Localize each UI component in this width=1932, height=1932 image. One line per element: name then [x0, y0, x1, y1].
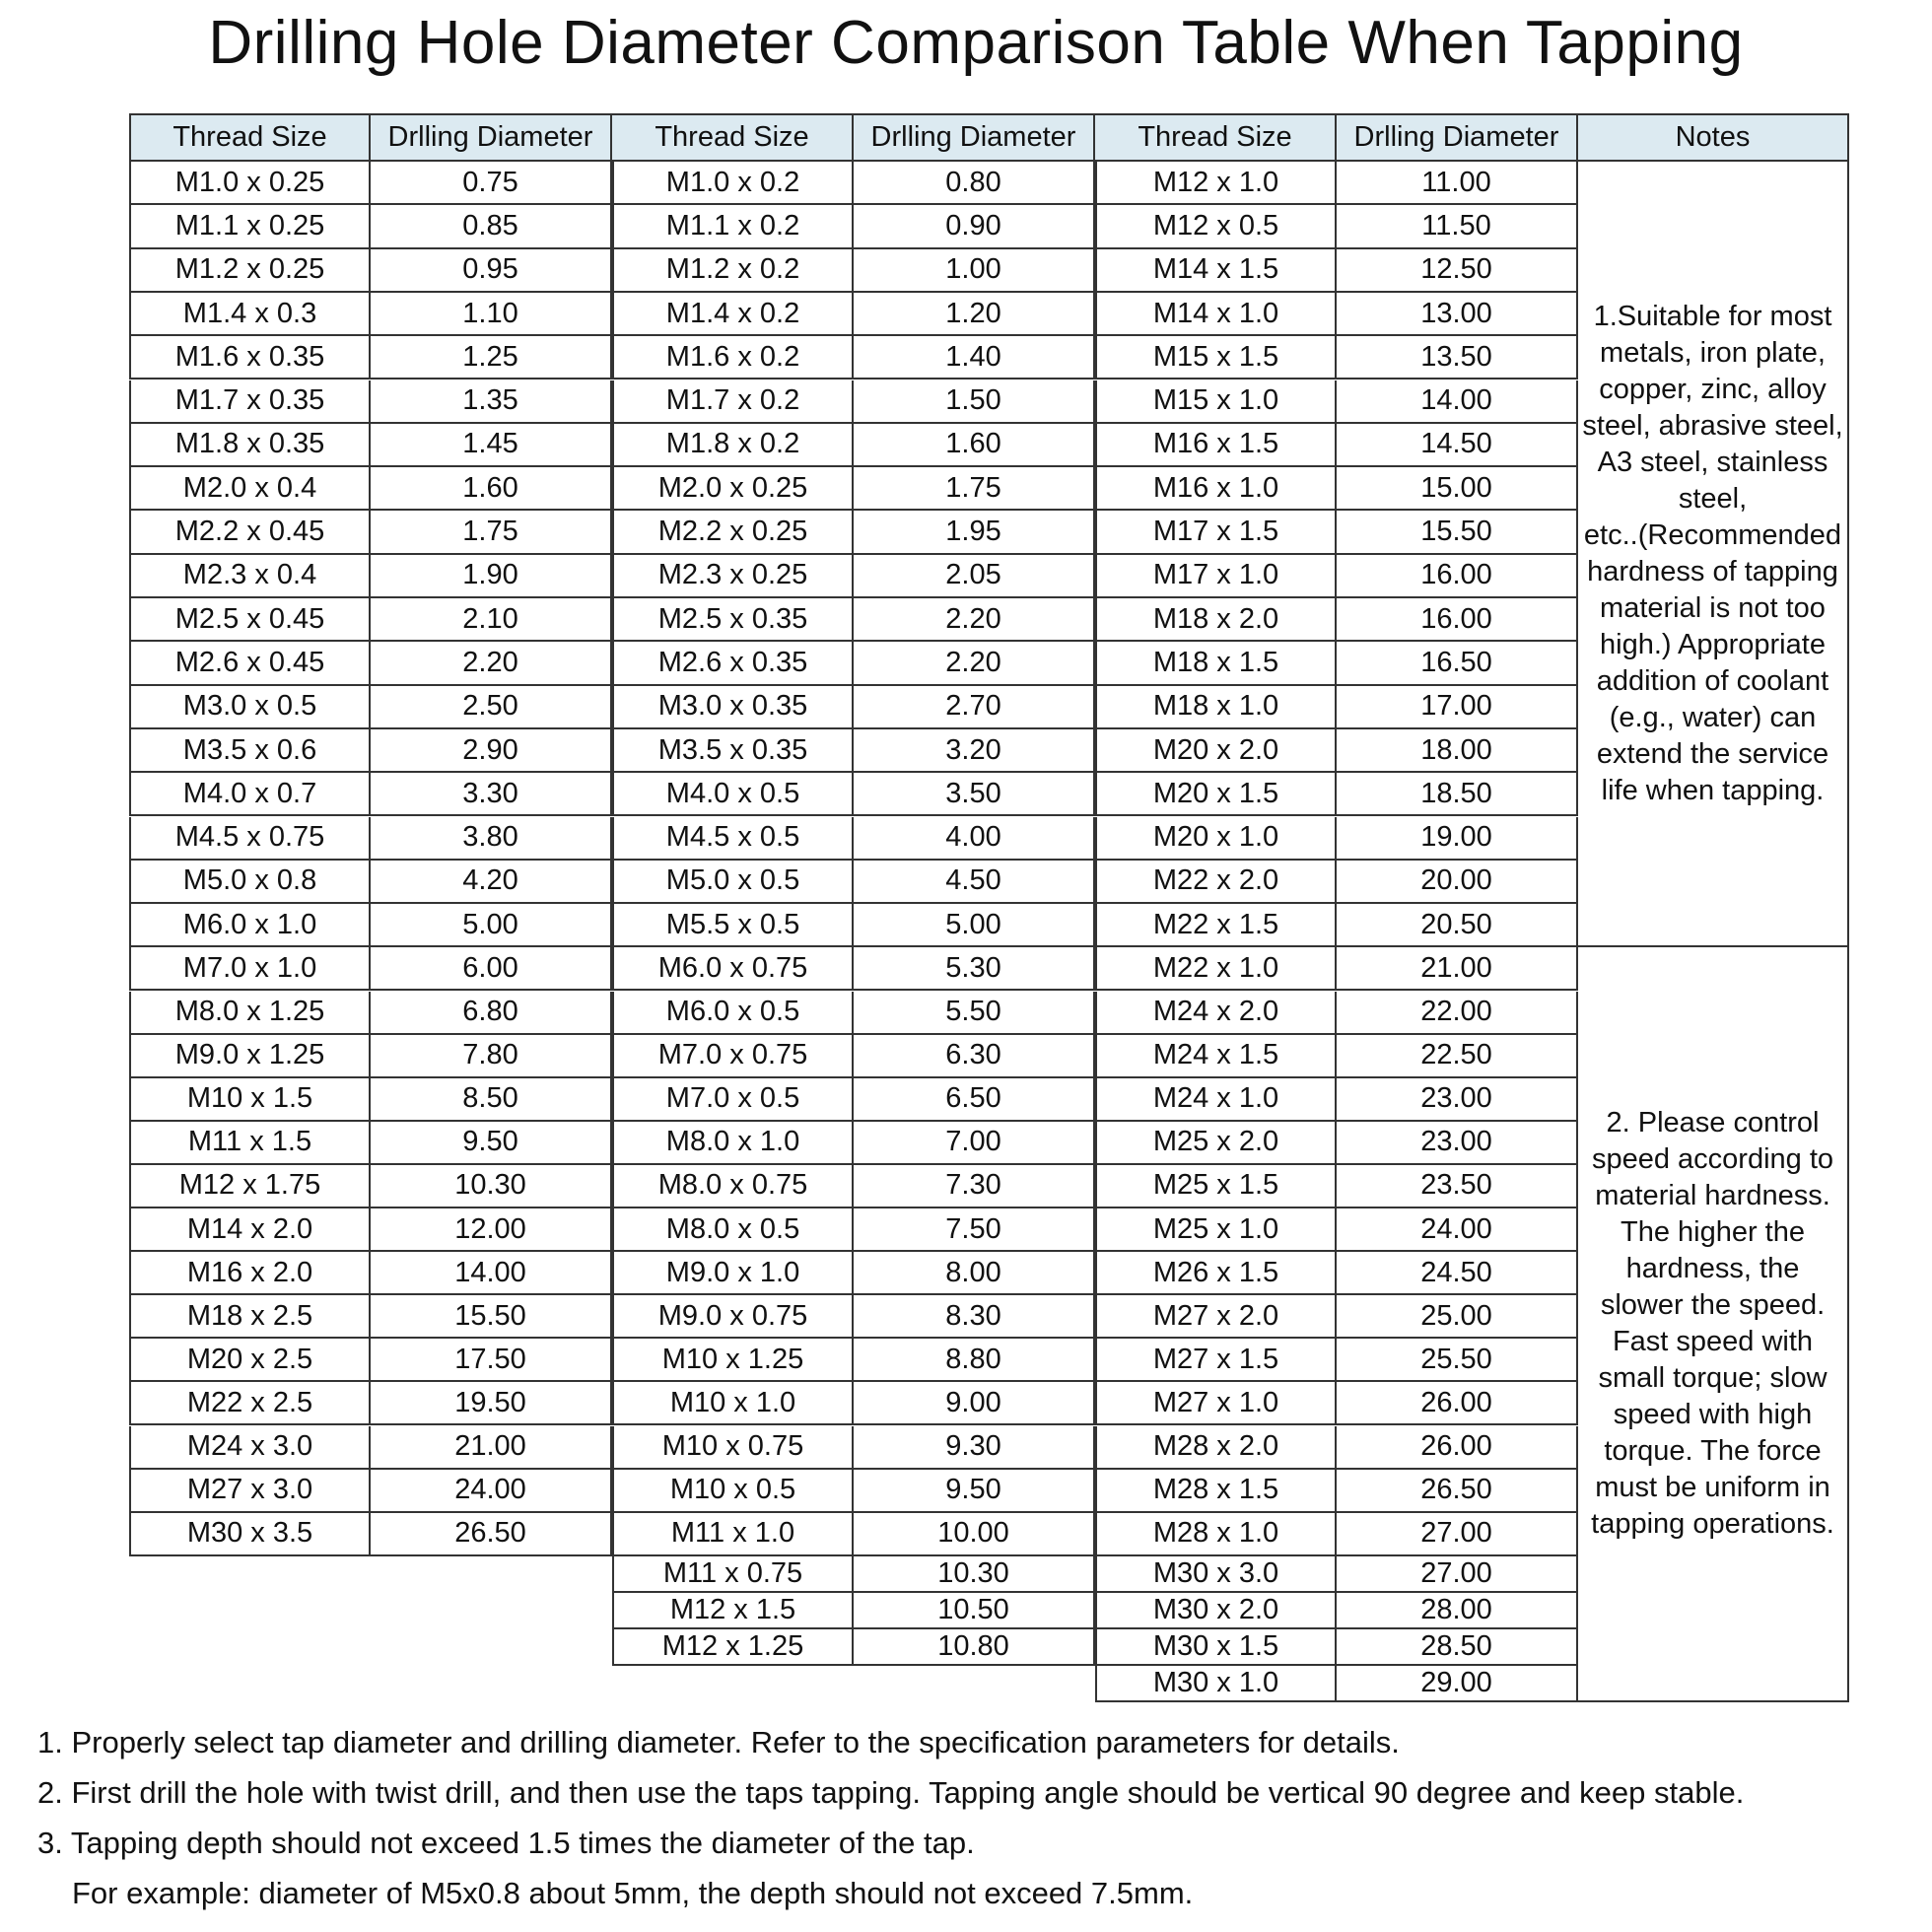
- drilling-diameter-cell: 18.00: [1337, 729, 1578, 773]
- thread-size-cell: M10 x 1.0: [612, 1382, 854, 1425]
- drilling-diameter-cell: 25.50: [1337, 1339, 1578, 1382]
- drilling-diameter-cell: 17.50: [371, 1339, 612, 1382]
- thread-size-cell: M1.7 x 0.35: [129, 380, 371, 424]
- thread-size-cell: M30 x 1.5: [1095, 1629, 1337, 1666]
- thread-size-cell: M1.0 x 0.25: [129, 162, 371, 205]
- header-drilling-diameter: Drlling Diameter: [854, 113, 1095, 162]
- drilling-diameter-cell: 24.50: [1337, 1252, 1578, 1295]
- header-drilling-diameter: Drlling Diameter: [1337, 113, 1578, 162]
- thread-size-cell: M20 x 2.0: [1095, 729, 1337, 773]
- note-line: etc..(Recommended: [1583, 518, 1842, 551]
- note-line: 1.Suitable for most: [1593, 300, 1832, 332]
- thread-size-cell: M18 x 1.5: [1095, 642, 1337, 685]
- drilling-diameter-cell: 10.80: [854, 1629, 1095, 1666]
- drilling-diameter-cell: 10.30: [854, 1556, 1095, 1593]
- drilling-diameter-cell: 21.00: [1337, 947, 1578, 991]
- drilling-diameter-cell: 1.95: [854, 511, 1095, 554]
- note-line: steel,: [1678, 482, 1748, 515]
- drilling-diameter-cell: 17.00: [1337, 686, 1578, 729]
- thread-size-cell: M20 x 1.0: [1095, 817, 1337, 861]
- note-line: small torque; slow: [1598, 1362, 1828, 1395]
- drilling-diameter-cell: 1.35: [371, 380, 612, 424]
- drilling-diameter-cell: 1.75: [371, 511, 612, 554]
- note-line: extend the service: [1596, 737, 1829, 770]
- drilling-diameter-cell: 3.30: [371, 773, 612, 816]
- thread-size-cell: M1.0 x 0.2: [612, 162, 854, 205]
- thread-size-cell: M8.0 x 0.75: [612, 1165, 854, 1208]
- thread-size-cell: M16 x 1.5: [1095, 424, 1337, 467]
- drilling-diameter-cell: 18.50: [1337, 773, 1578, 816]
- thread-size-cell: M2.5 x 0.45: [129, 598, 371, 642]
- thread-size-cell: M25 x 1.0: [1095, 1208, 1337, 1252]
- thread-size-cell: M24 x 3.0: [129, 1426, 371, 1470]
- drilling-diameter-cell: 27.00: [1337, 1513, 1578, 1556]
- footer-line: 3. Tapping depth should not exceed 1.5 times the diameter of the tap.: [37, 1826, 975, 1860]
- drilling-diameter-cell: 26.00: [1337, 1382, 1578, 1425]
- thread-size-cell: M18 x 2.0: [1095, 598, 1337, 642]
- thread-size-cell: M30 x 3.0: [1095, 1556, 1337, 1593]
- footer-line: For example: diameter of M5x0.8 about 5mm, the depth should not exceed 7.5mm.: [72, 1876, 1194, 1910]
- drilling-diameter-cell: 1.75: [854, 467, 1095, 511]
- drilling-diameter-cell: 29.00: [1337, 1666, 1578, 1702]
- thread-size-cell: M1.2 x 0.25: [129, 249, 371, 293]
- header-drilling-diameter: Drlling Diameter: [371, 113, 612, 162]
- drilling-diameter-cell: 16.50: [1337, 642, 1578, 685]
- thread-size-cell: M24 x 1.0: [1095, 1078, 1337, 1122]
- thread-size-cell: M1.1 x 0.2: [612, 205, 854, 248]
- thread-size-cell: M14 x 2.0: [129, 1208, 371, 1252]
- drilling-diameter-cell: 9.30: [854, 1426, 1095, 1470]
- drilling-diameter-cell: 1.25: [371, 336, 612, 380]
- header-thread-size: Thread Size: [1095, 113, 1337, 162]
- drilling-diameter-cell: 22.50: [1337, 1035, 1578, 1078]
- thread-size-cell: M2.6 x 0.45: [129, 642, 371, 685]
- drilling-diameter-cell: 14.00: [1337, 380, 1578, 424]
- note-line: Fast speed with: [1612, 1326, 1814, 1358]
- thread-size-cell: M4.5 x 0.75: [129, 817, 371, 861]
- thread-size-cell: M10 x 1.5: [129, 1078, 371, 1122]
- note-line: addition of coolant: [1596, 664, 1829, 697]
- thread-size-cell: M1.6 x 0.35: [129, 336, 371, 380]
- thread-size-cell: M7.0 x 0.5: [612, 1078, 854, 1122]
- drilling-diameter-cell: 7.00: [854, 1122, 1095, 1165]
- drilling-diameter-cell: 28.00: [1337, 1593, 1578, 1629]
- drilling-diameter-cell: 12.50: [1337, 249, 1578, 293]
- note-1: [1578, 162, 1849, 947]
- drilling-diameter-cell: 20.50: [1337, 904, 1578, 947]
- thread-size-cell: M12 x 1.75: [129, 1165, 371, 1208]
- thread-size-cell: M9.0 x 0.75: [612, 1295, 854, 1339]
- drilling-diameter-cell: 0.95: [371, 249, 612, 293]
- thread-size-cell: M11 x 0.75: [612, 1556, 854, 1593]
- header-thread-size: Thread Size: [129, 113, 371, 162]
- drilling-diameter-cell: 7.30: [854, 1165, 1095, 1208]
- thread-size-cell: M22 x 2.5: [129, 1382, 371, 1425]
- thread-size-cell: M9.0 x 1.25: [129, 1035, 371, 1078]
- thread-size-cell: M6.0 x 1.0: [129, 904, 371, 947]
- thread-size-cell: M12 x 0.5: [1095, 205, 1337, 248]
- drilling-diameter-cell: 12.00: [371, 1208, 612, 1252]
- thread-size-cell: M1.4 x 0.3: [129, 293, 371, 336]
- drilling-diameter-cell: 23.00: [1337, 1078, 1578, 1122]
- note-line: copper, zinc, alloy: [1599, 373, 1827, 405]
- thread-size-cell: M15 x 1.0: [1095, 380, 1337, 424]
- drilling-diameter-cell: 11.00: [1337, 162, 1578, 205]
- drilling-diameter-cell: 26.50: [371, 1513, 612, 1556]
- note-line: A3 steel, stainless: [1597, 446, 1828, 478]
- drilling-diameter-cell: 28.50: [1337, 1629, 1578, 1666]
- footer-line: 1. Properly select tap diameter and drilling diameter. Refer to the specification parameters for details.: [37, 1725, 1400, 1760]
- thread-size-cell: M3.0 x 0.5: [129, 686, 371, 729]
- thread-size-cell: M8.0 x 1.25: [129, 992, 371, 1035]
- drilling-diameter-cell: 6.00: [371, 947, 612, 991]
- thread-size-cell: M6.0 x 0.75: [612, 947, 854, 991]
- thread-size-cell: M28 x 2.0: [1095, 1426, 1337, 1470]
- thread-size-cell: M25 x 1.5: [1095, 1165, 1337, 1208]
- thread-size-cell: M1.8 x 0.35: [129, 424, 371, 467]
- note-line: steel, abrasive steel,: [1582, 409, 1843, 442]
- thread-size-cell: M11 x 1.0: [612, 1513, 854, 1556]
- thread-size-cell: M27 x 2.0: [1095, 1295, 1337, 1339]
- drilling-diameter-cell: 4.50: [854, 861, 1095, 904]
- page-title: Drilling Hole Diameter Comparison Table When Tapping: [208, 9, 1744, 77]
- drilling-diameter-cell: 9.50: [854, 1470, 1095, 1513]
- drilling-diameter-cell: 16.00: [1337, 598, 1578, 642]
- thread-size-cell: M24 x 2.0: [1095, 992, 1337, 1035]
- drilling-diameter-cell: 10.30: [371, 1165, 612, 1208]
- thread-size-cell: M1.8 x 0.2: [612, 424, 854, 467]
- note-line: hardness, the: [1625, 1253, 1800, 1285]
- drilling-diameter-cell: 23.00: [1337, 1122, 1578, 1165]
- thread-size-cell: M5.0 x 0.8: [129, 861, 371, 904]
- note-line: life when tapping.: [1601, 774, 1825, 806]
- drilling-diameter-cell: 7.50: [854, 1208, 1095, 1252]
- thread-size-cell: M2.3 x 0.25: [612, 555, 854, 598]
- drilling-diameter-cell: 8.50: [371, 1078, 612, 1122]
- thread-size-cell: M6.0 x 0.5: [612, 992, 854, 1035]
- drilling-diameter-cell: 6.80: [371, 992, 612, 1035]
- note-line: tapping operations.: [1591, 1508, 1834, 1541]
- thread-size-cell: M22 x 2.0: [1095, 861, 1337, 904]
- drilling-diameter-cell: 1.90: [371, 555, 612, 598]
- thread-size-cell: M12 x 1.0: [1095, 162, 1337, 205]
- drilling-diameter-cell: 2.50: [371, 686, 612, 729]
- drilling-diameter-cell: 8.80: [854, 1339, 1095, 1382]
- drilling-diameter-cell: 5.30: [854, 947, 1095, 991]
- thread-size-cell: M8.0 x 1.0: [612, 1122, 854, 1165]
- thread-size-cell: M28 x 1.0: [1095, 1513, 1337, 1556]
- thread-size-cell: M28 x 1.5: [1095, 1470, 1337, 1513]
- drilling-diameter-cell: 10.00: [854, 1513, 1095, 1556]
- thread-size-cell: M2.2 x 0.25: [612, 511, 854, 554]
- thread-size-cell: M5.0 x 0.5: [612, 861, 854, 904]
- thread-size-cell: M3.5 x 0.35: [612, 729, 854, 773]
- thread-size-cell: M8.0 x 0.5: [612, 1208, 854, 1252]
- drilling-diameter-cell: 2.70: [854, 686, 1095, 729]
- drilling-diameter-cell: 19.00: [1337, 817, 1578, 861]
- drilling-diameter-cell: 5.00: [371, 904, 612, 947]
- drilling-diameter-cell: 3.20: [854, 729, 1095, 773]
- note-line: torque. The force: [1604, 1435, 1822, 1468]
- note-line: speed with high: [1613, 1399, 1813, 1431]
- thread-size-cell: M2.5 x 0.35: [612, 598, 854, 642]
- thread-size-cell: M30 x 2.0: [1095, 1593, 1337, 1629]
- drilling-diameter-cell: 5.00: [854, 904, 1095, 947]
- thread-size-cell: M1.1 x 0.25: [129, 205, 371, 248]
- drilling-diameter-cell: 14.00: [371, 1252, 612, 1295]
- header-notes: Notes: [1578, 113, 1849, 162]
- thread-size-cell: M27 x 1.0: [1095, 1382, 1337, 1425]
- drilling-diameter-cell: 1.20: [854, 293, 1095, 336]
- thread-size-cell: M2.0 x 0.4: [129, 467, 371, 511]
- thread-size-cell: M4.5 x 0.5: [612, 817, 854, 861]
- drilling-diameter-cell: 24.00: [1337, 1208, 1578, 1252]
- note-line: high.) Appropriate: [1600, 628, 1826, 660]
- drilling-diameter-cell: 26.50: [1337, 1470, 1578, 1513]
- thread-size-cell: M4.0 x 0.5: [612, 773, 854, 816]
- footer-line: 2. First drill the hole with twist drill, and then use the taps tapping. Tapping angle should be vertical 90 degree and keep stable.: [37, 1775, 1745, 1810]
- note-line: must be uniform in: [1595, 1472, 1830, 1504]
- drilling-diameter-cell: 4.20: [371, 861, 612, 904]
- thread-size-cell: M7.0 x 1.0: [129, 947, 371, 991]
- drilling-diameter-cell: 25.00: [1337, 1295, 1578, 1339]
- thread-size-cell: M16 x 1.0: [1095, 467, 1337, 511]
- thread-size-cell: M1.2 x 0.2: [612, 249, 854, 293]
- drilling-diameter-cell: 3.80: [371, 817, 612, 861]
- drilling-diameter-cell: 19.50: [371, 1382, 612, 1425]
- drilling-diameter-cell: 2.90: [371, 729, 612, 773]
- thread-size-cell: M27 x 3.0: [129, 1470, 371, 1513]
- drilling-diameter-cell: 27.00: [1337, 1556, 1578, 1593]
- thread-size-cell: M10 x 0.5: [612, 1470, 854, 1513]
- drilling-diameter-cell: 26.00: [1337, 1426, 1578, 1470]
- thread-size-cell: M18 x 1.0: [1095, 686, 1337, 729]
- thread-size-cell: M25 x 2.0: [1095, 1122, 1337, 1165]
- thread-size-cell: M22 x 1.0: [1095, 947, 1337, 991]
- note-line: hardness of tapping: [1587, 555, 1838, 587]
- thread-size-cell: M30 x 3.5: [129, 1513, 371, 1556]
- drilling-diameter-cell: 15.00: [1337, 467, 1578, 511]
- note-2: [1578, 947, 1849, 1701]
- thread-size-cell: M18 x 2.5: [129, 1295, 371, 1339]
- note-line: The higher the: [1620, 1216, 1805, 1249]
- drilling-diameter-cell: 21.00: [371, 1426, 612, 1470]
- drilling-diameter-cell: 11.50: [1337, 205, 1578, 248]
- thread-size-cell: M9.0 x 1.0: [612, 1252, 854, 1295]
- drilling-diameter-cell: 0.75: [371, 162, 612, 205]
- thread-size-cell: M2.0 x 0.25: [612, 467, 854, 511]
- drilling-diameter-cell: 1.00: [854, 249, 1095, 293]
- thread-size-cell: M14 x 1.5: [1095, 249, 1337, 293]
- thread-size-cell: M2.2 x 0.45: [129, 511, 371, 554]
- thread-size-cell: M22 x 1.5: [1095, 904, 1337, 947]
- note-line: slower the speed.: [1600, 1289, 1826, 1322]
- thread-size-cell: M1.4 x 0.2: [612, 293, 854, 336]
- thread-size-cell: M20 x 1.5: [1095, 773, 1337, 816]
- drilling-diameter-cell: 1.10: [371, 293, 612, 336]
- thread-size-cell: M17 x 1.0: [1095, 555, 1337, 598]
- drilling-diameter-cell: 2.20: [371, 642, 612, 685]
- thread-size-cell: M14 x 1.0: [1095, 293, 1337, 336]
- drilling-diameter-cell: 2.10: [371, 598, 612, 642]
- drilling-diameter-cell: 13.50: [1337, 336, 1578, 380]
- drilling-diameter-cell: 2.20: [854, 642, 1095, 685]
- drilling-diameter-cell: 1.45: [371, 424, 612, 467]
- drilling-diameter-cell: 1.40: [854, 336, 1095, 380]
- drilling-diameter-cell: 8.30: [854, 1295, 1095, 1339]
- thread-size-cell: M12 x 1.5: [612, 1593, 854, 1629]
- note-line: metals, iron plate,: [1600, 336, 1826, 369]
- thread-size-cell: M27 x 1.5: [1095, 1339, 1337, 1382]
- thread-size-cell: M10 x 0.75: [612, 1426, 854, 1470]
- thread-size-cell: M3.5 x 0.6: [129, 729, 371, 773]
- thread-size-cell: M24 x 1.5: [1095, 1035, 1337, 1078]
- note-line: 2. Please control: [1606, 1107, 1820, 1139]
- drilling-diameter-cell: 22.00: [1337, 992, 1578, 1035]
- drilling-diameter-cell: 1.60: [371, 467, 612, 511]
- thread-size-cell: M4.0 x 0.7: [129, 773, 371, 816]
- thread-size-cell: M20 x 2.5: [129, 1339, 371, 1382]
- drilling-diameter-cell: 14.50: [1337, 424, 1578, 467]
- drilling-diameter-cell: 23.50: [1337, 1165, 1578, 1208]
- drilling-diameter-cell: 6.30: [854, 1035, 1095, 1078]
- drilling-diameter-cell: 5.50: [854, 992, 1095, 1035]
- thread-size-cell: M1.7 x 0.2: [612, 380, 854, 424]
- drilling-diameter-cell: 9.00: [854, 1382, 1095, 1425]
- drilling-diameter-cell: 6.50: [854, 1078, 1095, 1122]
- drilling-diameter-cell: 0.80: [854, 162, 1095, 205]
- thread-size-cell: M17 x 1.5: [1095, 511, 1337, 554]
- thread-size-cell: M12 x 1.25: [612, 1629, 854, 1666]
- note-line: material is not too: [1600, 591, 1826, 624]
- drilling-diameter-cell: 0.90: [854, 205, 1095, 248]
- header-thread-size: Thread Size: [612, 113, 854, 162]
- drilling-diameter-cell: 2.20: [854, 598, 1095, 642]
- drilling-diameter-cell: 24.00: [371, 1470, 612, 1513]
- thread-size-cell: M30 x 1.0: [1095, 1666, 1337, 1702]
- thread-size-cell: M2.3 x 0.4: [129, 555, 371, 598]
- thread-size-cell: M3.0 x 0.35: [612, 686, 854, 729]
- drilling-diameter-cell: 9.50: [371, 1122, 612, 1165]
- note-line: speed according to: [1591, 1143, 1834, 1176]
- drilling-diameter-cell: 7.80: [371, 1035, 612, 1078]
- drilling-diameter-cell: 20.00: [1337, 861, 1578, 904]
- thread-size-cell: M2.6 x 0.35: [612, 642, 854, 685]
- note-line: material hardness.: [1595, 1180, 1830, 1212]
- drilling-diameter-cell: 16.00: [1337, 555, 1578, 598]
- drilling-diameter-cell: 0.85: [371, 205, 612, 248]
- thread-size-cell: M5.5 x 0.5: [612, 904, 854, 947]
- drilling-diameter-cell: 10.50: [854, 1593, 1095, 1629]
- drilling-diameter-cell: 1.50: [854, 380, 1095, 424]
- drilling-diameter-cell: 2.05: [854, 555, 1095, 598]
- thread-size-cell: M15 x 1.5: [1095, 336, 1337, 380]
- drilling-diameter-cell: 8.00: [854, 1252, 1095, 1295]
- drilling-diameter-cell: 13.00: [1337, 293, 1578, 336]
- thread-size-cell: M7.0 x 0.75: [612, 1035, 854, 1078]
- thread-size-cell: M11 x 1.5: [129, 1122, 371, 1165]
- thread-size-cell: M16 x 2.0: [129, 1252, 371, 1295]
- note-line: (e.g., water) can: [1609, 701, 1817, 733]
- drilling-diameter-cell: 4.00: [854, 817, 1095, 861]
- drilling-diameter-cell: 15.50: [371, 1295, 612, 1339]
- drilling-diameter-cell: 3.50: [854, 773, 1095, 816]
- thread-size-cell: M26 x 1.5: [1095, 1252, 1337, 1295]
- drilling-diameter-cell: 1.60: [854, 424, 1095, 467]
- drilling-diameter-cell: 15.50: [1337, 511, 1578, 554]
- thread-size-cell: M10 x 1.25: [612, 1339, 854, 1382]
- thread-size-cell: M1.6 x 0.2: [612, 336, 854, 380]
